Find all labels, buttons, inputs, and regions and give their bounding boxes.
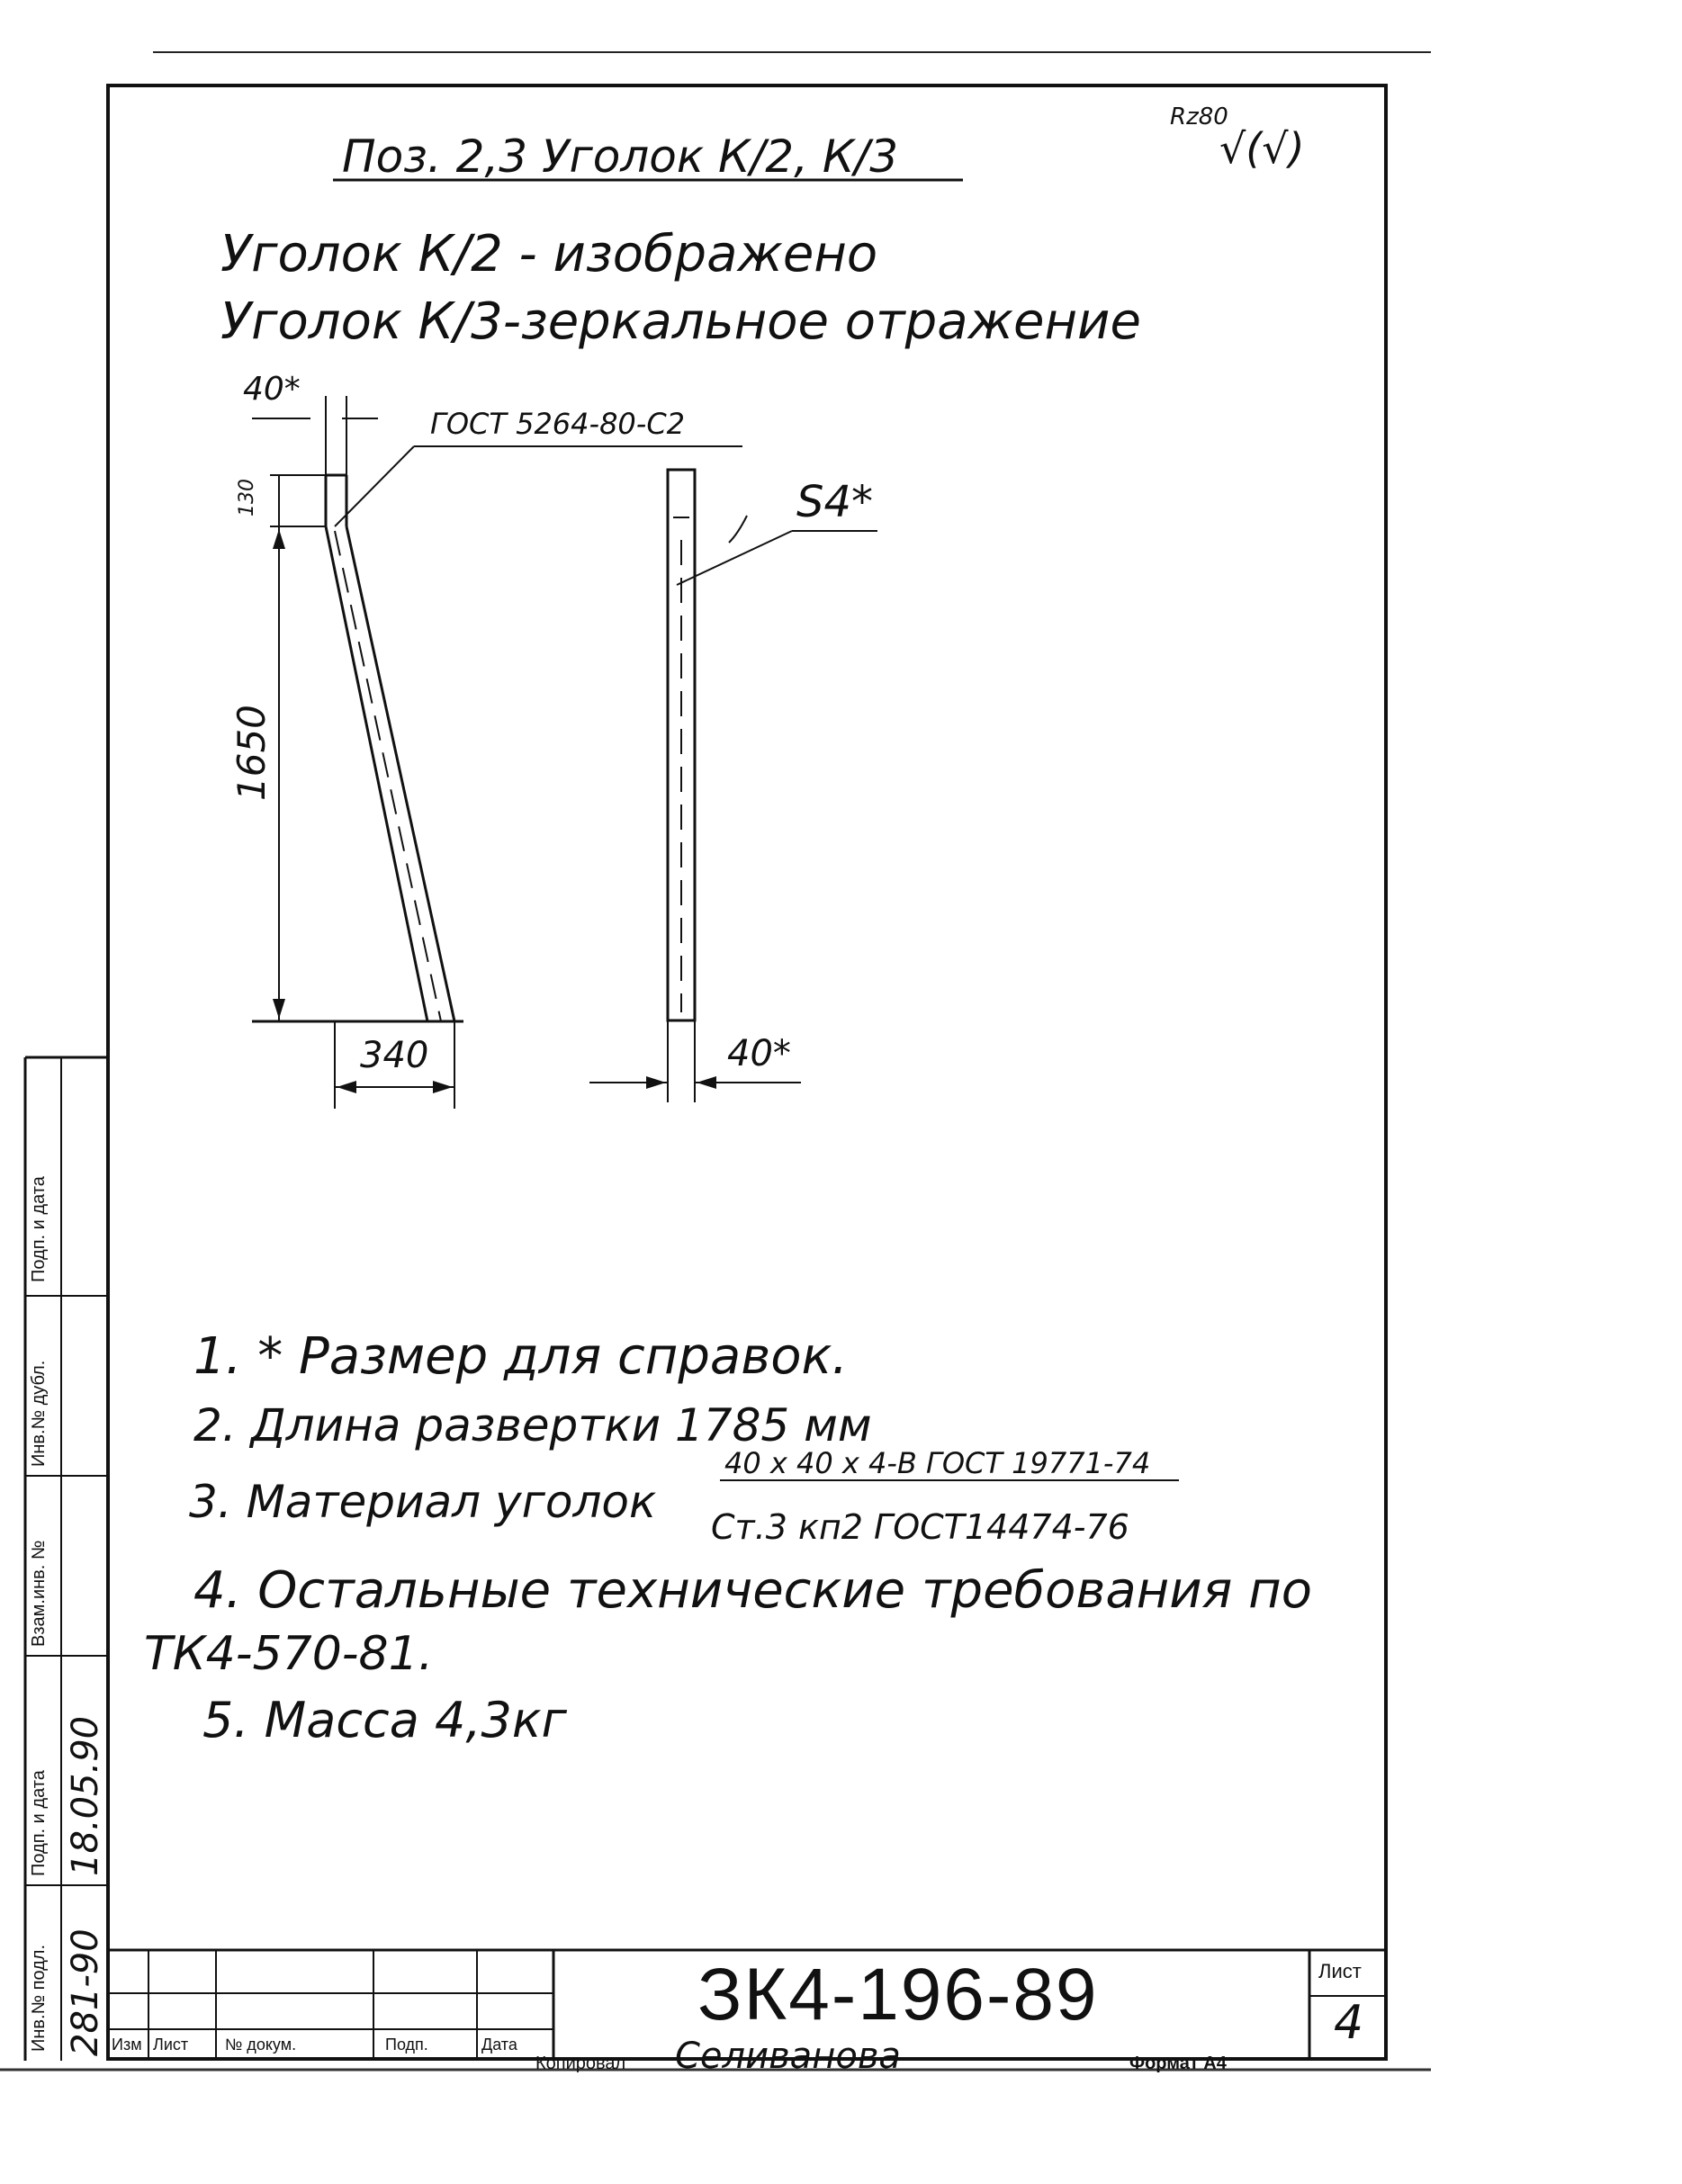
drawing-title: Поз. 2,3 Уголок К/2, К/3: [342, 130, 899, 183]
sheet-number: 4: [1334, 1996, 1364, 2050]
side-stamp-replace-inv: Взам.инв. №: [29, 1540, 49, 1647]
dim-top-height: 130: [236, 479, 258, 517]
note-1: 1. * Размер для справок.: [193, 1327, 849, 1386]
note-4-continuation: ТК4-570-81.: [144, 1627, 434, 1681]
description-line-1: Уголок К/2 - изображено: [220, 225, 878, 283]
roughness-label: Rz80: [1170, 103, 1228, 130]
description-line-2: Уголок К/3-зеркальное отражение: [220, 292, 1141, 351]
dim-bottom-offset: 340: [360, 1035, 429, 1076]
copied-label: Копировал: [535, 2054, 626, 2073]
dim-top-width: 40*: [243, 371, 301, 408]
note-5: 5. Масса 4,3кг: [202, 1692, 567, 1748]
side-stamp-inventory-number: 281-90: [65, 1928, 106, 2056]
tb-header-doc-number: № докум.: [225, 2036, 297, 2054]
note-3-label: 3. Материал уголок: [189, 1476, 657, 1528]
side-stamp-dup-inv: Инв.№ дубл.: [29, 1360, 49, 1467]
sheet-label: Лист: [1318, 1960, 1362, 1982]
tb-header-signature: Подп.: [385, 2036, 428, 2054]
tb-header-sheet: Лист: [153, 2036, 189, 2054]
side-stamp-original-inv: Инв.№ подл.: [29, 1944, 49, 2052]
document-designation: ЗК4-196-89: [697, 1954, 1099, 2036]
tb-header-change: Изм: [112, 2036, 142, 2054]
note-2: 2. Длина развертки 1785 мм: [193, 1399, 872, 1452]
paper-format: Формат А4: [1129, 2054, 1227, 2073]
weld-standard: ГОСТ 5264-80-С2: [430, 407, 686, 441]
note-4: 4. Остальные технические требования по: [193, 1561, 1313, 1620]
side-stamp-signature-date: 18.05.90: [65, 1715, 106, 1876]
dim-side-width: 40*: [727, 1033, 791, 1074]
note-3-material-bottom: Ст.3 кп2 ГОСТ14474-76: [711, 1507, 1129, 1547]
side-stamp-sign-date-2: Подп. и дата: [29, 1770, 49, 1876]
dim-height: 1650: [229, 705, 274, 801]
side-stamp-sign-date-1: Подп. и дата: [29, 1176, 49, 1282]
tb-header-date: Дата: [481, 2036, 517, 2054]
roughness-symbol: √(√): [1219, 124, 1305, 173]
copied-name: Селиванова: [675, 2036, 901, 2077]
note-3-material-top: 40 х 40 х 4-В ГОСТ 19771-74: [724, 1446, 1151, 1480]
weld-label: S4*: [796, 477, 874, 527]
